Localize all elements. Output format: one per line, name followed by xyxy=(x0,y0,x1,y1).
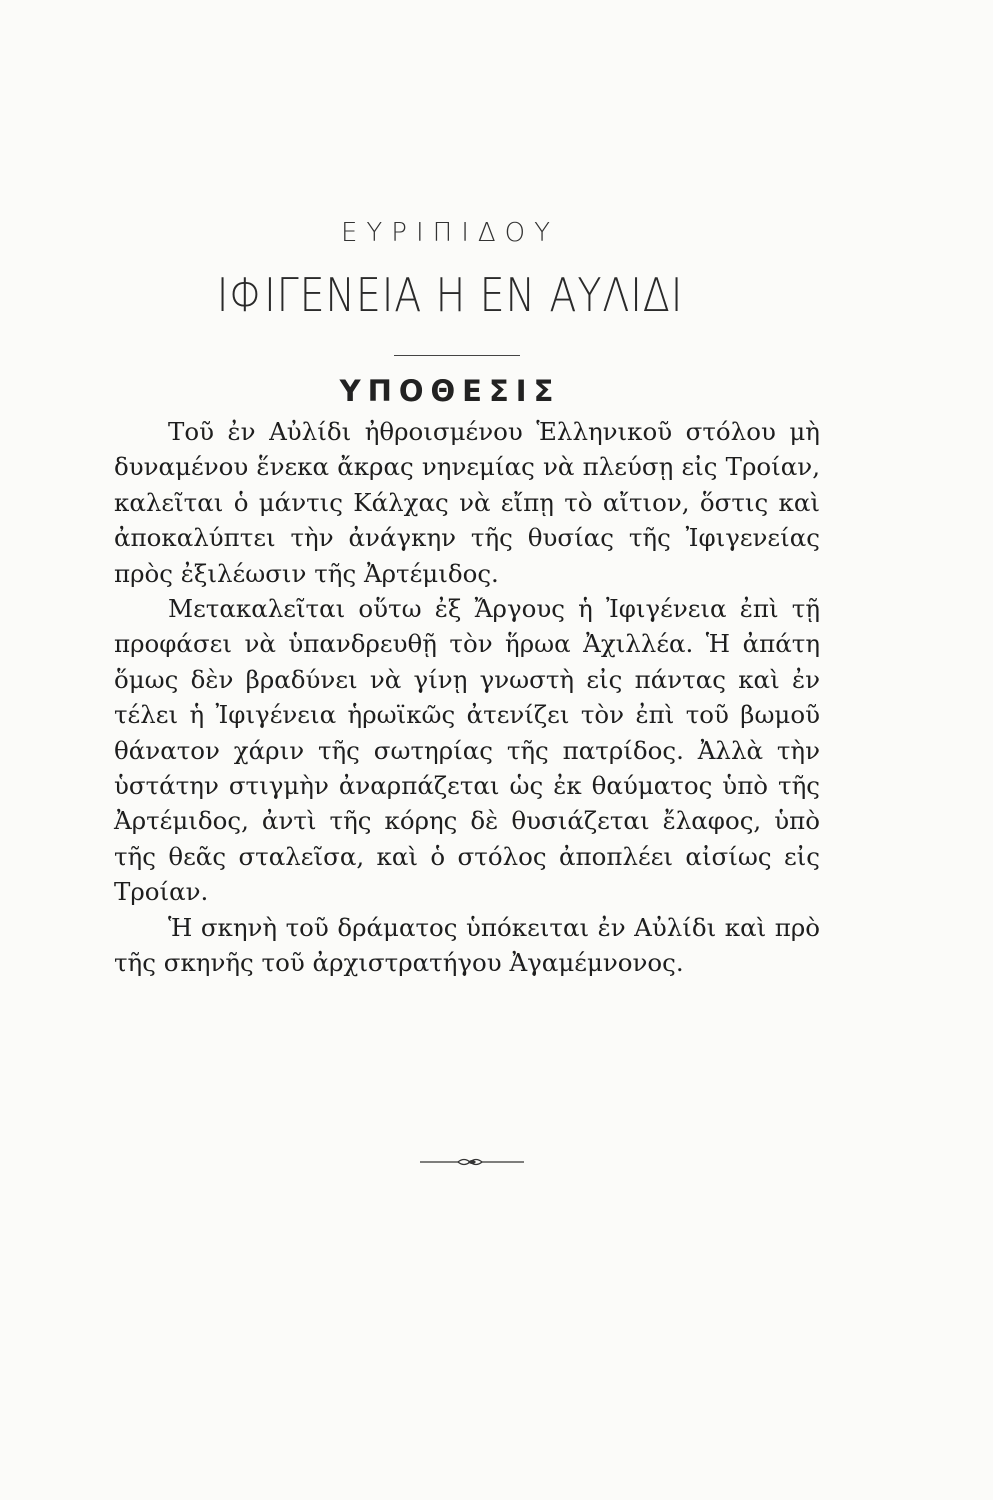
play-title: ΙΦΙΓΕΝΕΙΑ Η ΕΝ ΑΥΛΙΔΙ xyxy=(216,268,684,322)
synopsis-text xyxy=(114,414,820,981)
synopsis-paragraph-1: Τοῦ ἐν Αὐλίδι ἠθροισμένου Ἑλληνικοῦ στόλου μὴ δυναμένου ἕνεκα ἄκρας νηνεμίας νὰ πλεύσῃ εἰς Τροίαν, καλεῖται ὁ μάντις Κάλχας νὰ εἴπῃ τὸ αἴτιον, ὅστις καὶ ἀποκαλύπτει τὴν ἀνάγκην τῆς θυσίας τῆς Ἰφιγενείας πρὸς ἐξιλέωσιν τῆς Ἀρτέμιδος. xyxy=(114,417,820,588)
section-heading: ΥΠΟΘΕΣΙΣ xyxy=(339,374,561,408)
ornament-divider-icon xyxy=(420,1156,524,1168)
title-divider xyxy=(394,355,520,356)
synopsis-paragraph-3: Ἡ σκηνὴ τοῦ δράματος ὑπόκειται ἐν Αὐλίδι καὶ πρὸ τῆς σκηνῆς τοῦ ἀρχιστρατήγου Ἀγαμέμνονος. xyxy=(114,912,820,978)
author-name: ΕΥΡΙΠΙΔΟΥ xyxy=(340,218,559,248)
synopsis-paragraph-2: Μετακαλεῖται οὕτω ἐξ Ἄργους ἡ Ἰφιγένεια ἐπὶ τῇ προφάσει νὰ ὑπανδρευθῇ τὸν ἥρωα Ἀχιλλέα. Ἡ ἀπάτη ὅμως δὲν βραδύνει νὰ γίνῃ γνωστὴ εἰς πάντας καὶ ἐν τέλει ἡ Ἰφιγένεια ἡρωϊκῶς ἀτενίζει τὸν ἐπὶ τοῦ βωμοῦ θάνατον χάριν τῆς σωτηρίας τῆς πατρίδος. Ἀλλὰ τὴν ὑστάτην στιγμὴν ἀναρπάζεται ὡς ἐκ θαύματος ὑπὸ τῆς Ἀρτέμιδος, ἀντὶ τῆς κόρης δὲ θυσιάζεται ἔλαφος, ὑπὸ τῆς θεᾶς σταλεῖσα, καὶ ὁ στόλος ἀποπλέει αἰσίως εἰς Τροίαν. xyxy=(114,594,820,907)
